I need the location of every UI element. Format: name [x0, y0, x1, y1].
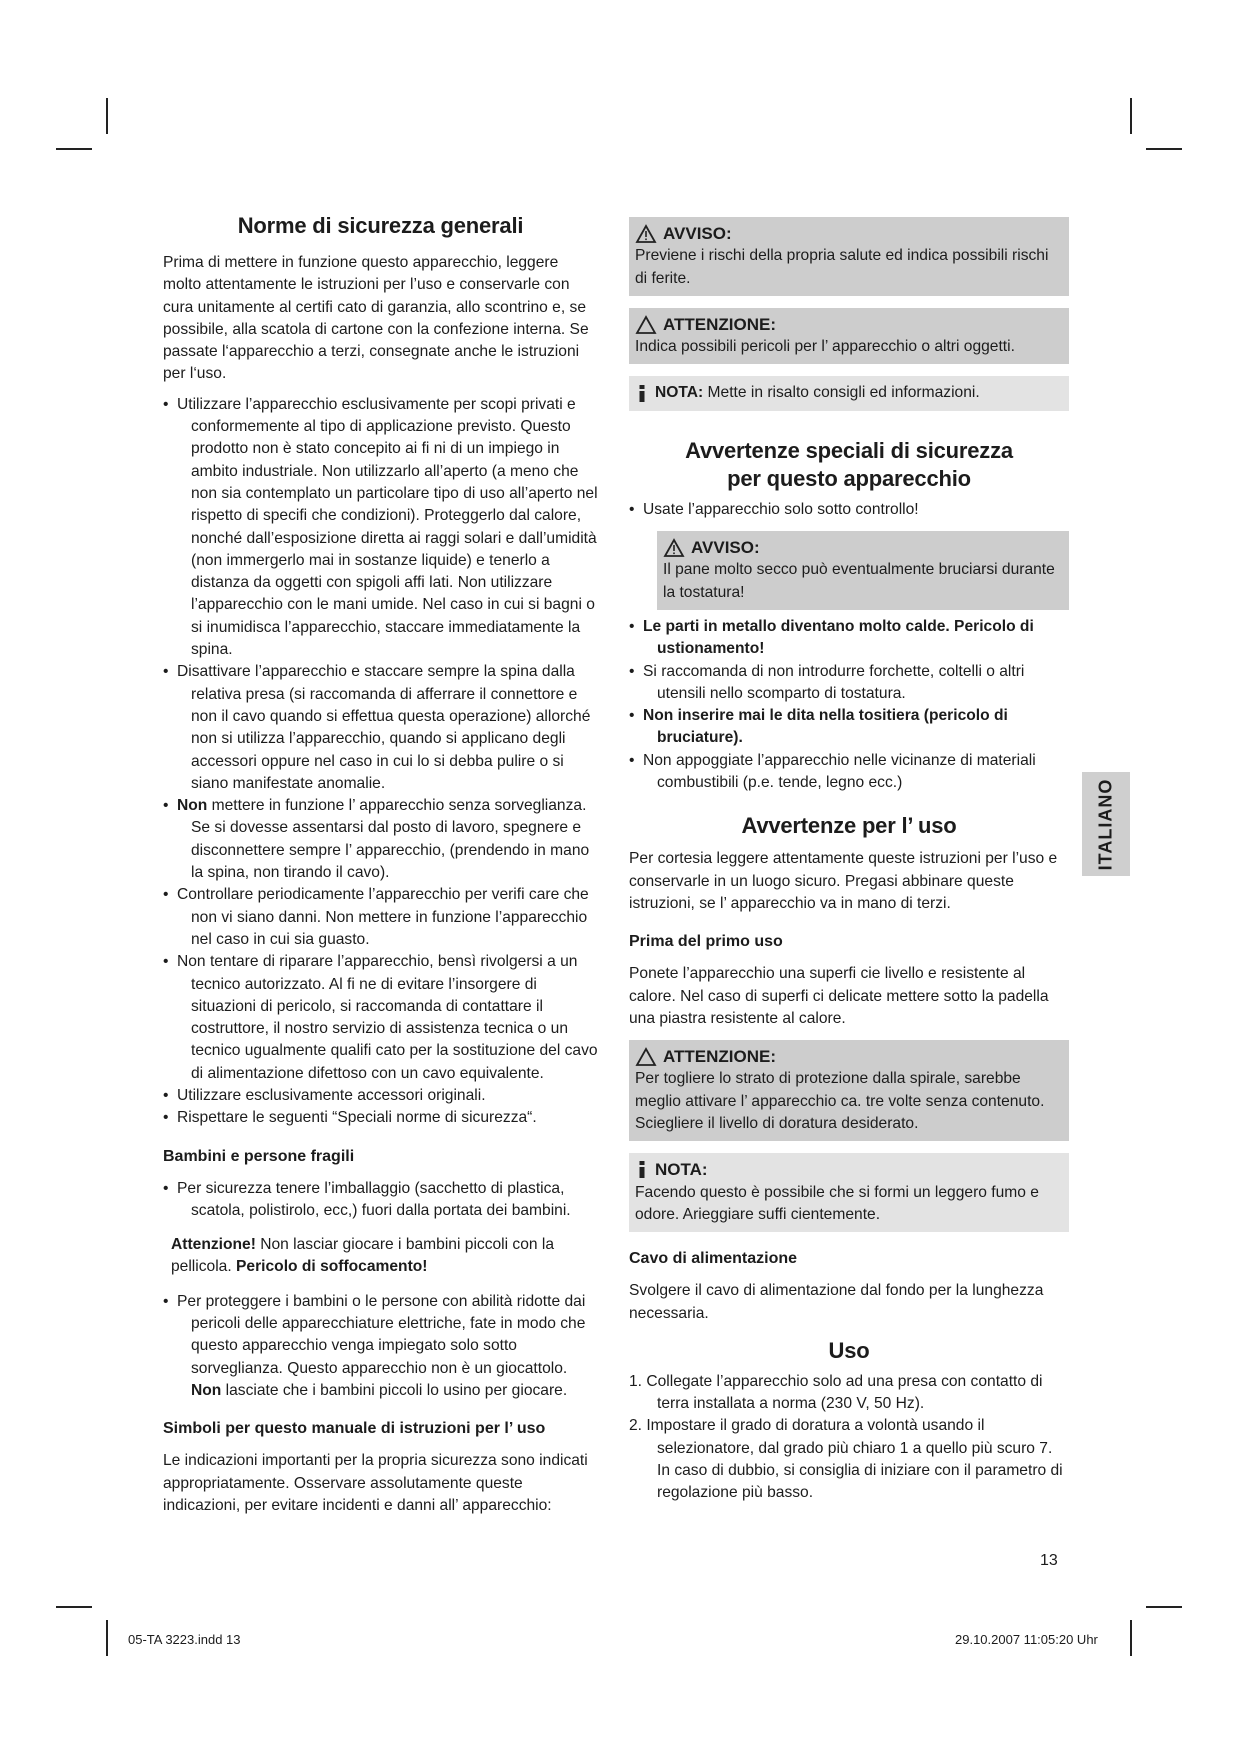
- page-number: 13: [1040, 1552, 1058, 1569]
- list-item: • Non tentare di riparare l’apparecchio, bensì rivolgersi a un tecnico autorizzato. Al fi ne di evitare l’insorgere di situazioni di pericolo, si raccomanda di contattare il costruttore, il nostro servizio di assistenza tecnica o un tecnico ugualmente qualifi cato per la sostituzione del cavo di alimentazione difettoso con un cavo equivalente.: [163, 953, 598, 1082]
- children-list-2: [163, 1291, 598, 1402]
- children-heading: Bambini e persone fragili: [163, 1147, 355, 1165]
- avviso-box-2: [657, 531, 1069, 610]
- list-item: • Utilizzare l’apparecchio esclusivamente per scopi privati e conformemente al tipo di applicazione previsto. Questo prodotto non è stato concepito ai fi ni di un impiego in ambito industriale. Non utilizzarlo all’aperto (a meno che non sia contemplato un particolare tipo di uso all’aperto nel rispetto di specifi che condizioni). Proteggerlo dal calore, nonché dall’esposizione diretta ai raggi solari e dall’umidità (non immergerlo mai in sostanze liquide) e tenerlo a distanza da oggetti con spigoli affi lati. Non utilizzare l’apparecchio con le mani umide. Nel caso in cui si bagni o si inumidisca l’apparecchio, staccare immediatamente la spina.: [163, 395, 598, 659]
- warning-triangle-icon: [635, 224, 657, 244]
- avviso-text: Previene i rischi della propria salute ed indica possibili rischi di ferite.: [635, 247, 1049, 287]
- avviso-box: [629, 217, 1069, 296]
- crop-mark: [106, 98, 108, 134]
- language-tab: ITALIANO: [1082, 772, 1130, 876]
- special-safety-title: Avvertenze speciali di sicurezza per questo apparecchio: [685, 437, 1013, 491]
- crop-mark: [56, 148, 92, 150]
- crop-mark: [56, 1606, 92, 1608]
- children-list: [163, 1178, 598, 1223]
- first-use-heading: Prima del primo uso: [629, 933, 783, 951]
- list-item: • Non appoggiate l’apparecchio nelle vicinanze di materiali combustibili (p.e. tende, legno ecc.): [629, 751, 1036, 792]
- list-item: • Disattivare l’apparecchio e staccare sempre la spina dalla relativa presa (si raccomanda di afferrare il connettore e non il cavo quando si effettua questa operazione) allorché non si utilizza l’apparecchio, quando si applicano degli accessori oppure nel caso in cui lo si debba pulire o si siano manifestate anomalie.: [163, 663, 591, 792]
- nota2-text: Facendo questo è possibile che si formi un leggero fumo e odore. Arieggiare suffi cientemente.: [635, 1183, 1039, 1223]
- list-item: • Le parti in metallo diventano molto calde. Pericolo di ustionamento!: [629, 617, 1034, 658]
- list-item: • Controllare periodicamente l’apparecchio per verifi care che non vi siano danni. Non mettere in funzione l’apparecchio nel caso in cui sia guasto.: [163, 886, 589, 948]
- crop-mark: [1130, 1620, 1132, 1656]
- crop-mark: [106, 1620, 108, 1656]
- symbols-heading: Simboli per questo manuale di istruzioni per l’ uso: [163, 1420, 546, 1438]
- list-item: • Non inserire mai le dita nella tositiera (pericolo di bruciature).: [629, 707, 1008, 747]
- uso-title: Uso: [828, 1337, 870, 1363]
- cable-heading: Cavo di alimentazione: [629, 1250, 798, 1268]
- crop-mark: [1130, 98, 1132, 134]
- info-i-icon: [635, 384, 649, 404]
- use-intro: Per cortesia leggere attentamente queste istruzioni per l’uso e conservarle in un luogo sicuro. Pregasi abbinare queste istruzioni, se l’ apparecchio va in mano di terzi.: [629, 850, 1058, 912]
- list-item: • Usate l’apparecchio solo sotto controllo!: [629, 500, 919, 518]
- list-item: • Rispettare le seguenti “Speciali norme di sicurezza“.: [163, 1109, 537, 1127]
- attenzione2-text: Per togliere lo strato di protezione dalla spirale, sarebbe meglio attivare l’ apparecchio ca. tre volte senza contenuto. Sciegliere il livello di doratura desiderato.: [635, 1070, 1045, 1133]
- attenzione-box: [629, 308, 1069, 365]
- attenzione-text: Indica possibili pericoli per l’ apparecchio o altri oggetti.: [635, 338, 1015, 356]
- cable-text: Svolgere il cavo di alimentazione dal fondo per la lunghezza necessaria.: [629, 1282, 1044, 1322]
- attenzione2-label: ATTENZIONE:: [663, 1047, 777, 1067]
- right-column: [629, 217, 1069, 1505]
- left-column: [163, 212, 598, 1517]
- nota-box-2: [629, 1153, 1069, 1232]
- nota-box: [629, 376, 1069, 410]
- attenzione-box-2: [629, 1040, 1069, 1141]
- crop-mark: [1146, 1606, 1182, 1608]
- caution-triangle-icon: [635, 315, 657, 335]
- list-item: • Per sicurezza tenere l’imballaggio (sacchetto di plastica, scatola, polistirolo, ecc,) fuori dalla portata dei bambini.: [163, 1179, 571, 1219]
- avviso-label: AVVISO:: [663, 224, 732, 243]
- list-item: • Per proteggere i bambini o le persone con abilità ridotte dai pericoli delle apparecchiature elettriche, fate in modo che questo apparecchio venga impiegato solo sotto sorveglianza. Questo apparecchio non è un giocattolo. Non lasciate che i bambini piccoli lo usino per giocare.: [163, 1292, 586, 1399]
- symbols-text: Le indicazioni importanti per la propria sicurezza sono indicati appropriatamente. Osservare assolutamente queste indicazioni, per evitare incidenti e danni all’ apparecchio:: [163, 1452, 588, 1514]
- nota2-label: NOTA:: [655, 1160, 708, 1180]
- uso-steps: [629, 1371, 1069, 1505]
- special-list-1: [629, 499, 1069, 521]
- attention-note: Attenzione! Non lasciar giocare i bambini piccoli con la pellicola. Pericolo di soffocamento!: [171, 1236, 555, 1276]
- footer-file: 05-TA 3223.indd 13: [128, 1632, 241, 1647]
- nota-label: NOTA:: [655, 384, 704, 402]
- crop-mark: [1146, 148, 1182, 150]
- general-safety-title: Norme di sicurezza generali: [237, 213, 524, 238]
- warning-triangle-icon: [663, 538, 685, 558]
- list-item: 2. Impostare il grado di doratura a volontà usando il selezionatore, dal grado più chiaro 1 a quello più scuro 7. In caso di dubbio, si consiglia di iniziare con il parametro di regolazione più basso.: [629, 1417, 1063, 1502]
- list-item: 1. Collegate l’apparecchio solo ad una presa con contatto di terra installata a norma (230 V, 50 Hz).: [629, 1372, 1043, 1413]
- list-item: • Non mettere in funzione l’ apparecchio senza sorveglianza. Se si dovesse assentarsi dal posto di lavoro, spegnere e disconnettere sempre l’ apparecchio, (prendendo in mano la spina, non tirando il cavo).: [163, 797, 590, 882]
- use-notes-title: Avvertenze per l’ uso: [741, 813, 957, 839]
- info-i-icon: [635, 1160, 649, 1180]
- avviso2-text: Il pane molto secco può eventualmente bruciarsi durante la tostatura!: [663, 561, 1055, 601]
- caution-triangle-icon: [635, 1047, 657, 1067]
- special-list-2: [629, 616, 1069, 794]
- first-use-text: Ponete l’apparecchio una superfi cie livello e resistente al calore. Nel caso di superfi ci delicate mettere sotto la padella una piastra resistente al calore.: [629, 965, 1049, 1027]
- safety-list: [163, 394, 598, 1130]
- avviso2-label: AVVISO:: [691, 538, 760, 558]
- safety-intro: Prima di mettere in funzione questo apparecchio, leggere molto attentamente le istruzioni per l’uso e conservarle con cura unitamente al certifi cato di garanzia, allo scontrino e, se possibile, alla scatola di cartone con la confezione interna. Se passate l‘apparecchio a terzi, consegnate anche le istruzioni per l‘uso.: [163, 254, 589, 383]
- attenzione-label: ATTENZIONE:: [663, 314, 777, 334]
- list-item: • Si raccomanda di non introdurre forchette, coltelli o altri utensili nello scomparto di tostatura.: [629, 662, 1025, 702]
- list-item: • Utilizzare esclusivamente accessori originali.: [163, 1086, 486, 1104]
- footer-timestamp: 29.10.2007 11:05:20 Uhr: [955, 1632, 1098, 1647]
- nota-text: Mette in risalto consigli ed informazioni.: [703, 384, 980, 402]
